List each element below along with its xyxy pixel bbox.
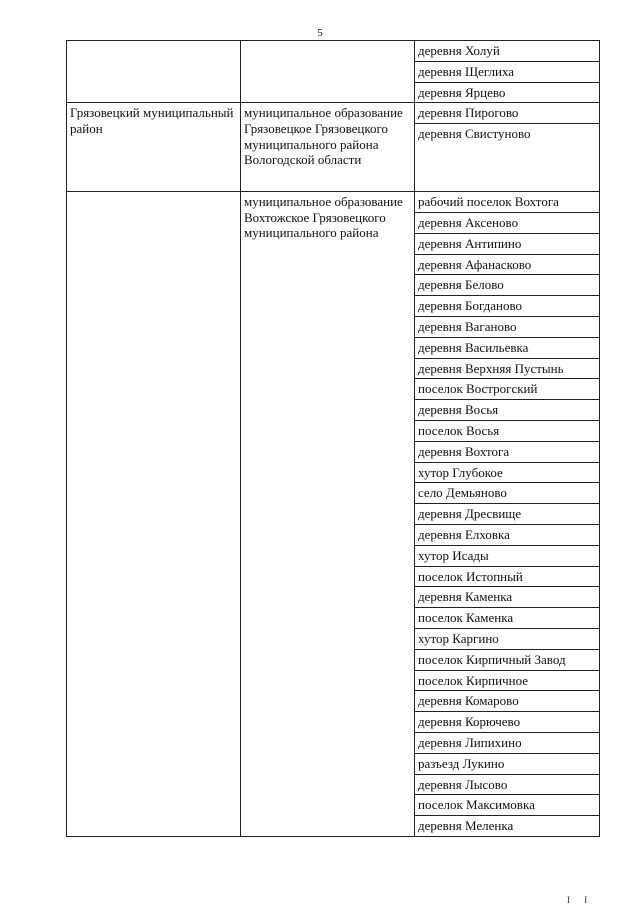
settlement-cell: поселок Истопный <box>415 566 600 587</box>
settlement-cell: деревня Белово <box>415 275 600 296</box>
corner-mark: I I <box>567 895 594 905</box>
settlement-cell: поселок Восья <box>415 420 600 441</box>
settlement-cell: деревня Корючево <box>415 712 600 733</box>
settlement-cell: поселок Кирпичный Завод <box>415 649 600 670</box>
municipality-cell <box>241 41 415 103</box>
settlement-cell: деревня Васильевка <box>415 337 600 358</box>
settlement-cell: деревня Восья <box>415 400 600 421</box>
settlement-cell: деревня Вохтога <box>415 441 600 462</box>
settlement-cell: деревня Ярцево <box>415 82 600 103</box>
settlement-cell: рабочий поселок Вохтога <box>415 192 600 213</box>
settlement-cell: деревня Антипино <box>415 233 600 254</box>
settlement-cell: поселок Вострогский <box>415 379 600 400</box>
district-name: Грязовецкий муниципальный район <box>70 105 234 136</box>
district-cell-continued <box>67 192 241 837</box>
settlement-cell: деревня Ваганово <box>415 316 600 337</box>
settlement-cell: хутор Исады <box>415 545 600 566</box>
settlement-cell: деревня Каменка <box>415 587 600 608</box>
settlement-cell: поселок Кирпичное <box>415 670 600 691</box>
district-cell <box>67 41 241 103</box>
settlement-cell: поселок Каменка <box>415 608 600 629</box>
settlement-cell: деревня Липихино <box>415 732 600 753</box>
settlement-cell: поселок Максимовка <box>415 795 600 816</box>
settlement-cell: деревня Дресвище <box>415 504 600 525</box>
settlement-cell: разъезд Лукино <box>415 753 600 774</box>
settlement-cell: деревня Богданово <box>415 296 600 317</box>
settlement-cell: деревня Елховка <box>415 524 600 545</box>
settlement-cell: хутор Глубокое <box>415 462 600 483</box>
page-number: 5 <box>317 27 323 39</box>
settlement-cell: деревня Щеглиха <box>415 61 600 82</box>
settlement-cell: деревня Лысово <box>415 774 600 795</box>
settlement-cell: хутор Каргино <box>415 628 600 649</box>
settlement-cell: деревня Верхняя Пустынь <box>415 358 600 379</box>
municipality-cell: муниципальное образование Грязовецкое Грязовецкого муниципального района Вологодской области <box>241 103 415 192</box>
district-cell <box>67 103 241 192</box>
settlement-cell: деревня Комарово <box>415 691 600 712</box>
settlement-cell: деревня Холуй <box>415 41 600 62</box>
settlement-table <box>66 40 600 837</box>
settlement-cell: деревня Пирогово <box>415 103 600 124</box>
settlement-cell: деревня Меленка <box>415 816 600 837</box>
settlement-cell: село Демьяново <box>415 483 600 504</box>
settlement-cell: деревня Свистуново <box>415 124 600 192</box>
settlement-cell: деревня Аксеново <box>415 212 600 233</box>
municipality-cell: муниципальное образование Вохтожское Грязовецкого муниципального района <box>241 192 415 837</box>
settlement-cell: деревня Афанасково <box>415 254 600 275</box>
